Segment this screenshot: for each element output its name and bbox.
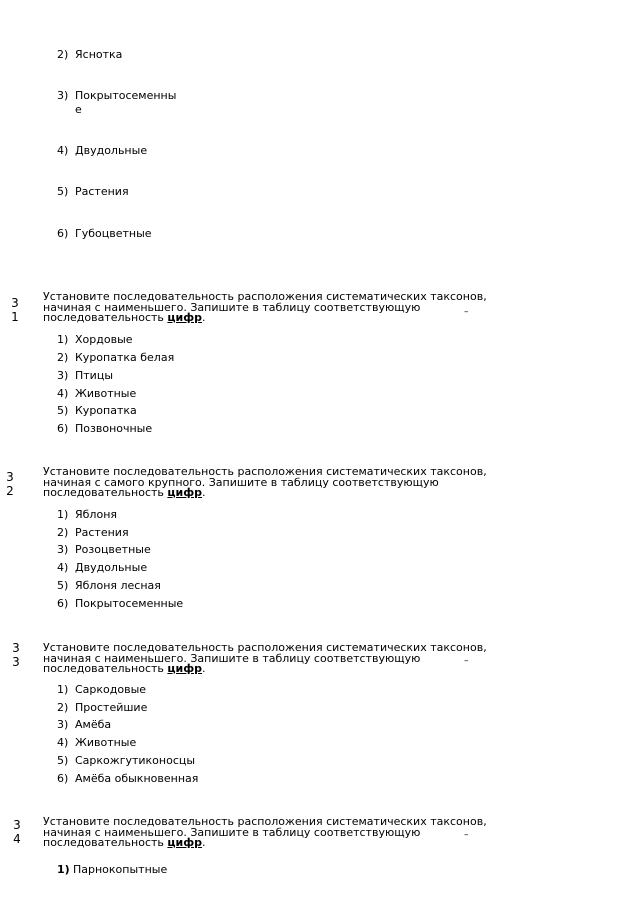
question-prompt — [43, 292, 528, 324]
item-number: 6) — [57, 227, 69, 240]
item-text: Розоцветные — [75, 543, 151, 556]
item-text: Саркожгутиконосцы — [75, 754, 196, 767]
prompt-emphasis: цифр — [167, 662, 203, 675]
question-number-line1: 3 — [6, 470, 14, 484]
item-text: Яснотка — [75, 48, 123, 61]
item-number: 5) — [57, 579, 69, 592]
item-number: 1) — [57, 508, 69, 521]
prompt-emphasis: цифр — [167, 486, 203, 499]
question-prompt — [43, 643, 528, 675]
item-text: Растения — [75, 185, 129, 198]
item-text: Губоцветные — [75, 227, 152, 240]
question-number — [7, 296, 23, 324]
item-number: 2) — [57, 526, 69, 539]
item-number: 3) — [57, 369, 69, 382]
prompt-line — [43, 488, 528, 499]
item-number: 1) — [57, 333, 69, 346]
item-number: 2) — [57, 351, 69, 364]
item-text: Простейшие — [75, 701, 148, 714]
prompt-end: . — [202, 311, 206, 324]
prompt-emphasis: цифр — [167, 836, 203, 849]
prompt-line: начиная с наименьшего. Запишите в таблицу соответствующую — [43, 651, 421, 665]
prompt-text: последовательность — [43, 486, 168, 499]
prompt-line: начиная с наименьшего. Запишите в таблицу соответствующую — [43, 825, 421, 839]
item-text: Двудольные — [75, 561, 148, 574]
item-number: 3) — [57, 718, 69, 731]
question-prompt — [43, 467, 528, 499]
item-number: 5) — [57, 404, 69, 417]
item-text: Покрытосеменные — [75, 597, 184, 610]
item-number: 5) — [57, 185, 69, 198]
item-number: 3) — [57, 543, 69, 556]
item-text: Яблоня лесная — [75, 579, 161, 592]
marker: – — [464, 830, 469, 840]
question-number-line2: 3 — [12, 655, 20, 669]
item-number: 2) — [57, 48, 69, 61]
question-number — [2, 470, 18, 498]
question-number — [8, 641, 24, 669]
item-number: 6) — [57, 422, 69, 435]
prompt-line: Установите последовательность расположения систематических таксонов, — [43, 641, 487, 654]
prompt-text: последовательность — [43, 662, 168, 675]
item-text: Покрытосеменны — [75, 89, 177, 102]
item-number: 4) — [57, 736, 69, 749]
question-number-line1: 3 — [12, 641, 20, 655]
item-number: 1) — [57, 683, 69, 696]
item-number: 5) — [57, 754, 69, 767]
prompt-line — [43, 664, 528, 675]
item-text-continuation: е — [75, 103, 82, 116]
item-text: Животные — [75, 736, 137, 749]
prompt-line: Установите последовательность расположения систематических таксонов, — [43, 290, 487, 303]
item-number: 3) — [57, 89, 69, 102]
item-text: Куропатка белая — [75, 351, 175, 364]
item-number: 4) — [57, 561, 69, 574]
item-text: Позвоночные — [75, 422, 153, 435]
item-text: Саркодовые — [75, 683, 147, 696]
prompt-text: последовательность — [43, 836, 168, 849]
question-number-line1: 3 — [13, 818, 21, 832]
item-number: 4) — [57, 387, 69, 400]
prompt-line: начиная с самого крупного. Запишите в таблицу соответствующую — [43, 475, 439, 489]
question-number — [9, 818, 25, 846]
item-text: Животные — [75, 387, 137, 400]
item-number: 6) — [57, 597, 69, 610]
prompt-text: последовательность — [43, 311, 168, 324]
item-text: Растения — [75, 526, 129, 539]
item-text: Хордовые — [75, 333, 133, 346]
prompt-line: начиная с наименьшего. Запишите в таблицу соответствующую — [43, 300, 421, 314]
item-number: 2) — [57, 701, 69, 714]
question-prompt — [43, 817, 528, 849]
item-text: Амёба — [75, 718, 112, 731]
question-number-line2: 1 — [11, 310, 19, 324]
item-number: 4) — [57, 144, 69, 157]
prompt-line: Установите последовательность расположения систематических таксонов, — [43, 815, 487, 828]
item-number: 6) — [57, 772, 69, 785]
prompt-end: . — [202, 662, 206, 675]
item-text: Двудольные — [75, 144, 148, 157]
question-number-line1: 3 — [11, 296, 19, 310]
item-number: 1) — [57, 863, 70, 876]
item-text: Куропатка — [75, 404, 137, 417]
question-number-line2: 4 — [13, 832, 21, 846]
item-text: Амёба обыкновенная — [75, 772, 199, 785]
item-text: Парнокопытные — [73, 863, 168, 876]
prompt-end: . — [202, 486, 206, 499]
prompt-end: . — [202, 836, 206, 849]
item-text: Птицы — [75, 369, 114, 382]
prompt-line — [43, 838, 528, 849]
prompt-emphasis: цифр — [167, 311, 203, 324]
question-number-line2: 2 — [6, 484, 14, 498]
prompt-line: Установите последовательность расположения систематических таксонов, — [43, 465, 487, 478]
item-text: Яблоня — [75, 508, 117, 521]
marker: – — [464, 307, 469, 317]
marker: – — [464, 656, 469, 666]
prompt-line — [43, 313, 528, 324]
